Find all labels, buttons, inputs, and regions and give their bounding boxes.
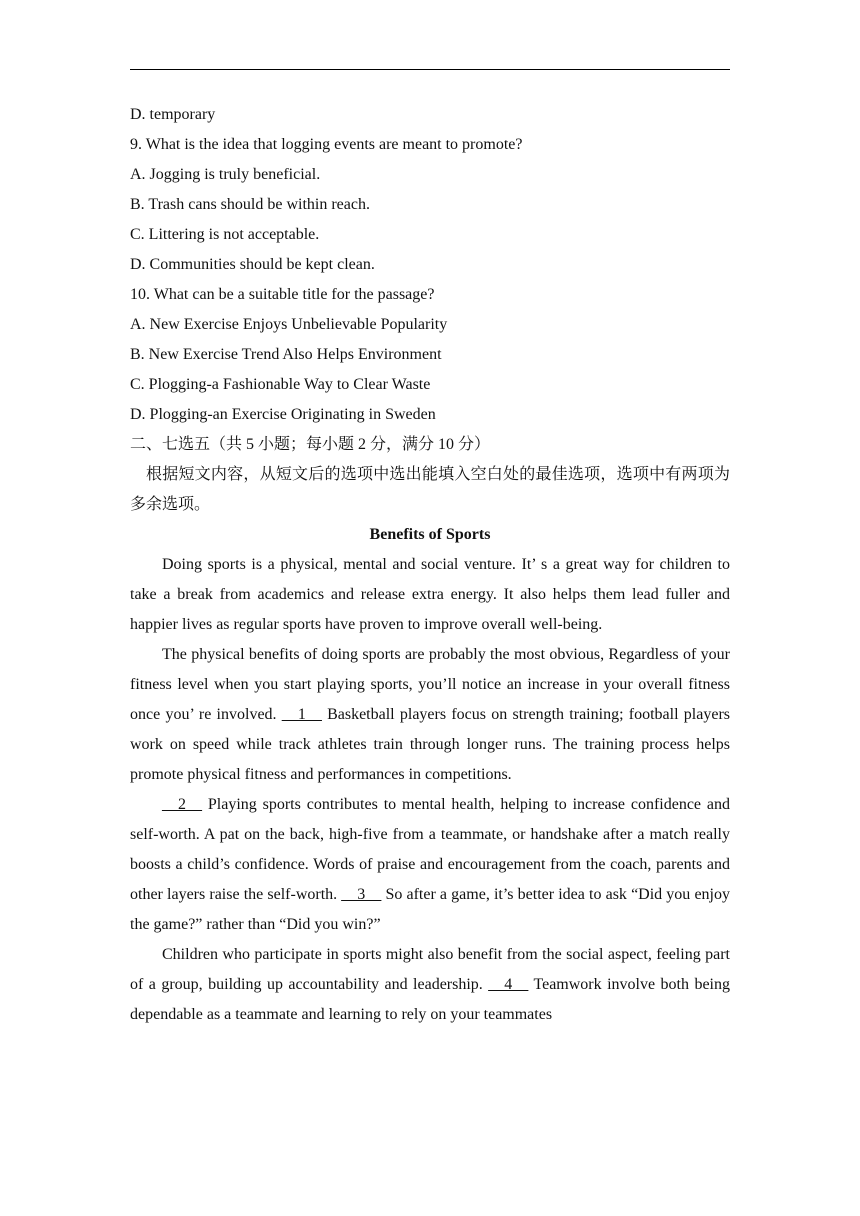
question-9-option-b: B. Trash cans should be within reach.: [130, 196, 370, 213]
blank-3: __3__: [341, 886, 382, 903]
passage-title: Benefits of Sports: [369, 526, 491, 543]
blank-4: __4__: [488, 976, 529, 993]
question-9: 9. What is the idea that logging events are meant to promote?: [130, 136, 523, 153]
page-content: [130, 100, 730, 1030]
question-9-option-d: D. Communities should be kept clean.: [130, 256, 375, 273]
question-10-option-a: A. New Exercise Enjoys Unbelievable Popularity: [130, 316, 448, 333]
paragraph-1-text: Doing sports is a physical, mental and social venture. It’ s a great way for children to take a break from academics and release extra energy. It also helps them lead fuller and happier lives as regular sports have proven to improve overall well-being.: [130, 556, 730, 633]
section-instructions: 根据短文内容，从短文后的选项中选出能填入空白处的最佳选项，选项中有两项为多余选项。: [130, 466, 730, 513]
paragraph-3-text-b: Playing sports contributes to mental health, helping to increase confidence and self-worth. A pat on the back, high-five from a teammate, or handshake after a match really boosts a child’s confidence. Words of praise and encouragement from the coach, parents and other layers raise the self-worth.: [130, 796, 730, 903]
question-9-option-c: C. Littering is not acceptable.: [130, 226, 320, 243]
passage-paragraph-2: [130, 640, 730, 790]
paragraph-2-text-a: The physical benefits of doing sports are probably the most obvious, Regardless of your fitness level when you start playing sports, you’ll notice an increase in your overall fitness once you’ re involved.: [130, 646, 730, 723]
paragraph-3-text-c: So after a game, it’s better idea to ask “Did you enjoy the game?” rather than “Did you win?”: [130, 886, 730, 933]
header-rule: [130, 69, 730, 70]
passage-paragraph-1: [130, 550, 730, 640]
question-10: 10. What can be a suitable title for the passage?: [130, 286, 435, 303]
blank-1: __1__: [281, 706, 322, 723]
paragraph-4-text-b: Teamwork involve both being dependable as a teammate and learning to rely on your teammates: [130, 976, 730, 1023]
paragraph-2-text-b: Basketball players focus on strength training; football players work on speed while track athletes train through longer runs. The training process helps promote physical fitness and performances in competitions.: [130, 706, 731, 783]
question-10-option-b: B. New Exercise Trend Also Helps Environment: [130, 346, 442, 363]
option-d-temporary: D. temporary: [130, 106, 216, 123]
passage-paragraph-4: [130, 940, 730, 1030]
question-10-option-c: C. Plogging-a Fashionable Way to Clear Waste: [130, 376, 431, 393]
question-10-option-d: D. Plogging-an Exercise Originating in Sweden: [130, 406, 436, 423]
passage-paragraph-3: [130, 790, 730, 940]
section-heading: 二、七选五（共 5 小题；每小题 2 分，满分 10 分）: [130, 436, 491, 453]
question-9-option-a: A. Jogging is truly beneficial.: [130, 166, 321, 183]
blank-2: __2__: [162, 796, 202, 813]
paragraph-4-text-a: Children who participate in sports might also benefit from the social aspect, feeling part of a group, building up accountability and leadership.: [130, 946, 730, 993]
